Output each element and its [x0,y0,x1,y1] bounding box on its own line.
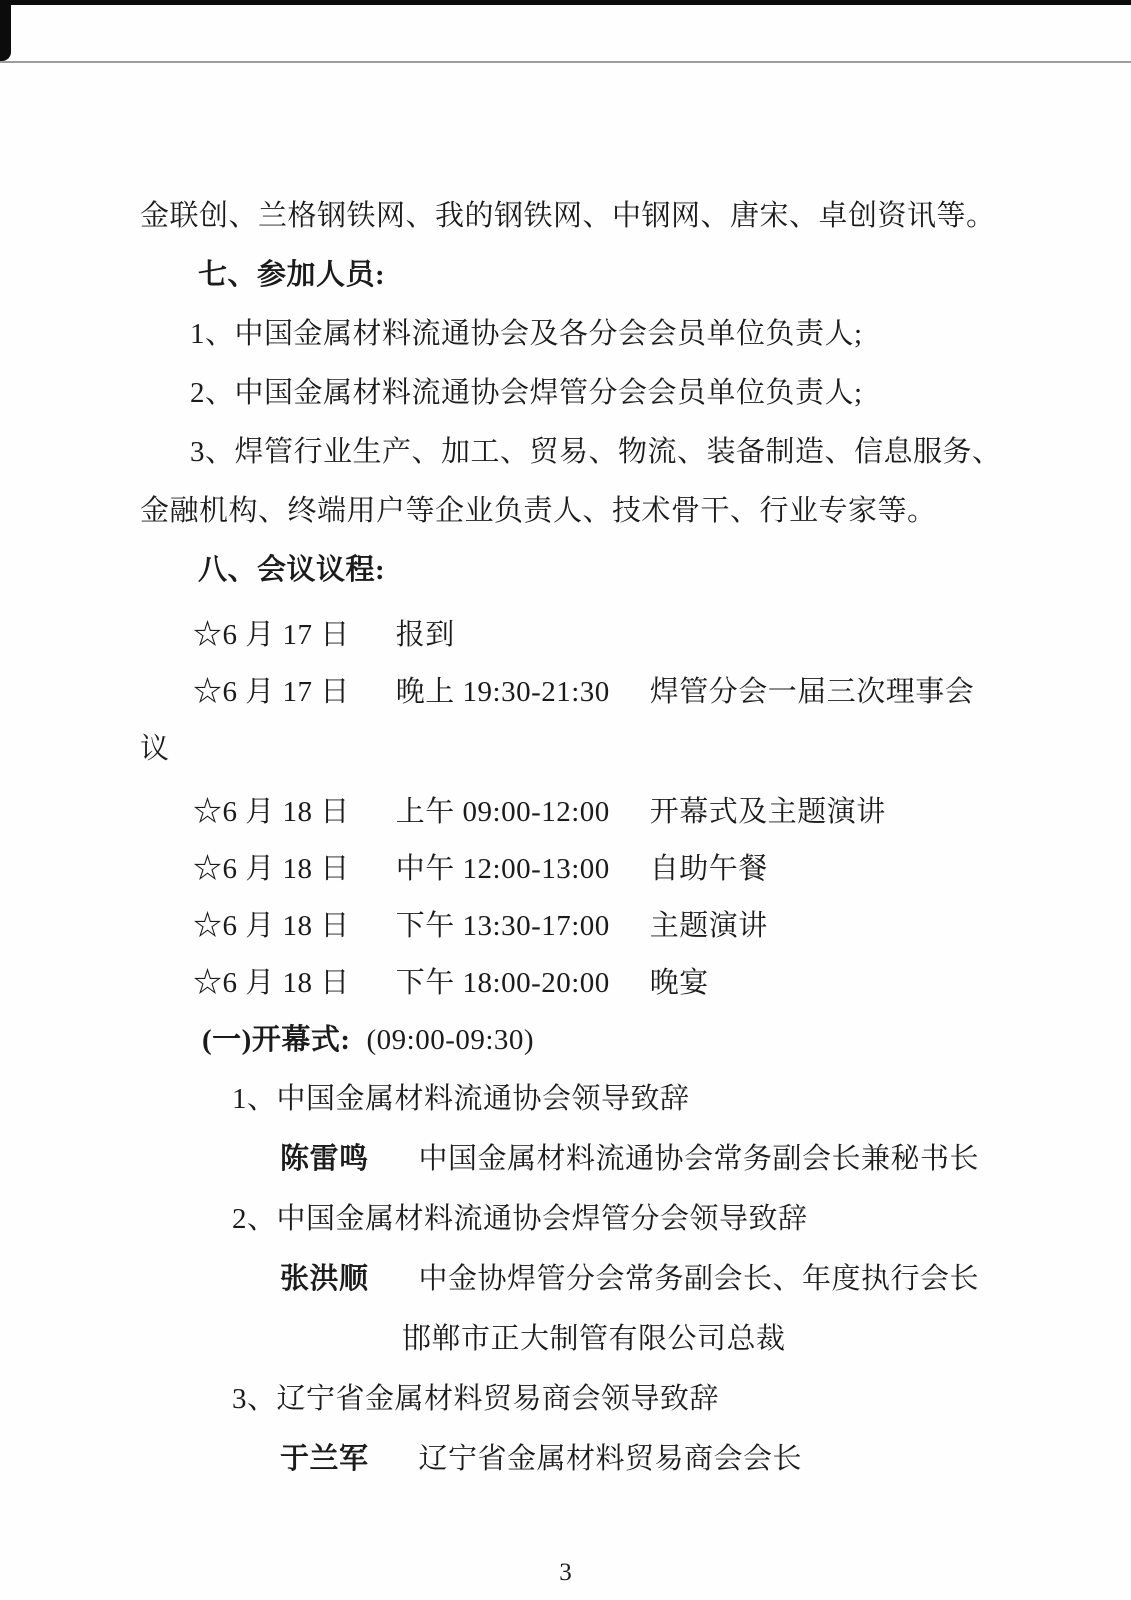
speaker-title: 中国金属材料流通协会常务副会长兼秘书长 [418,1143,980,1175]
page-number: 3 [559,1559,572,1586]
opening-item-2: 2、中国金属材料流通协会焊管分会领导致辞 [232,1203,808,1235]
participants-item-2: 2、中国金属材料流通协会焊管分会会员单位负责人; [190,377,863,409]
agenda-time: 中午 12:00-13:00 [395,853,610,885]
agenda-event: 焊管分会一届三次理事会 [649,676,975,708]
agenda-row-5 [140,898,1000,955]
document-body [140,187,1000,1489]
speaker-title: 辽宁省金属材料贸易商会会长 [418,1443,803,1475]
opening-time: (09:00-09:30) [366,1024,535,1056]
section-7-heading: 七、参加人员: [198,259,386,291]
agenda-event: 开幕式及主题演讲 [649,796,886,828]
agenda-row-3 [140,784,1000,841]
participants-item-3-line-1: 3、焊管行业生产、加工、贸易、物流、装备制造、信息服务、 [190,436,1002,468]
agenda-row-2 [140,664,1000,721]
opening-section [140,1069,1000,1489]
agenda-date: ☆6 月 17 日 [193,619,350,651]
agenda-event: 晚宴 [649,967,709,999]
opening-heading-line [140,1012,1000,1069]
agenda-row-1 [140,607,1000,664]
scan-corner-mark [0,0,11,61]
agenda-date: ☆6 月 18 日 [193,967,350,999]
scan-edge-top-bar [0,0,1131,5]
agenda-row-2-wrap: 议 [140,733,170,765]
speaker-name: 陈雷鸣 [280,1143,369,1175]
scan-fold-line [0,61,1131,63]
agenda-time: 上午 09:00-12:00 [395,796,610,828]
opening-item-3: 3、辽宁省金属材料贸易商会领导致辞 [232,1383,720,1415]
agenda-event: 自助午餐 [649,853,768,885]
agenda-event: 主题演讲 [649,910,768,942]
agenda-time: 下午 13:30-17:00 [395,910,610,942]
speaker-name: 于兰军 [280,1443,369,1475]
speaker-line-1 [140,1129,1000,1189]
speaker-title: 中金协焊管分会常务副会长、年度执行会长 [418,1263,980,1295]
agenda-date: ☆6 月 18 日 [193,796,350,828]
agenda-row-4 [140,841,1000,898]
agenda-date: ☆6 月 18 日 [193,853,350,885]
agenda-row-6 [140,955,1000,1012]
participants-item-3-line-2: 金融机构、终端用户等企业负责人、技术骨干、行业专家等。 [140,495,937,527]
opening-item-1: 1、中国金属材料流通协会领导致辞 [232,1083,690,1115]
intro-continuation-line: 金联创、兰格钢铁网、我的钢铁网、中钢网、唐宋、卓创资讯等。 [140,200,996,232]
participants-item-1: 1、中国金属材料流通协会及各分会会员单位负责人; [190,318,863,350]
agenda-time: 下午 18:00-20:00 [395,967,610,999]
speaker-line-3 [140,1429,1000,1489]
section-8-heading: 八、会议议程: [198,554,386,586]
agenda-date: ☆6 月 17 日 [193,676,350,708]
agenda-date: ☆6 月 18 日 [193,910,350,942]
agenda-time: 晚上 19:30-21:30 [395,676,610,708]
agenda-event: 报到 [395,619,455,651]
opening-heading: (一)开幕式: [202,1024,351,1056]
agenda-schedule [140,607,1000,1069]
speaker-name: 张洪顺 [280,1263,369,1295]
speaker-2-title-line-2: 邯郸市正大制管有限公司总裁 [402,1323,786,1355]
speaker-line-2 [140,1249,1000,1309]
